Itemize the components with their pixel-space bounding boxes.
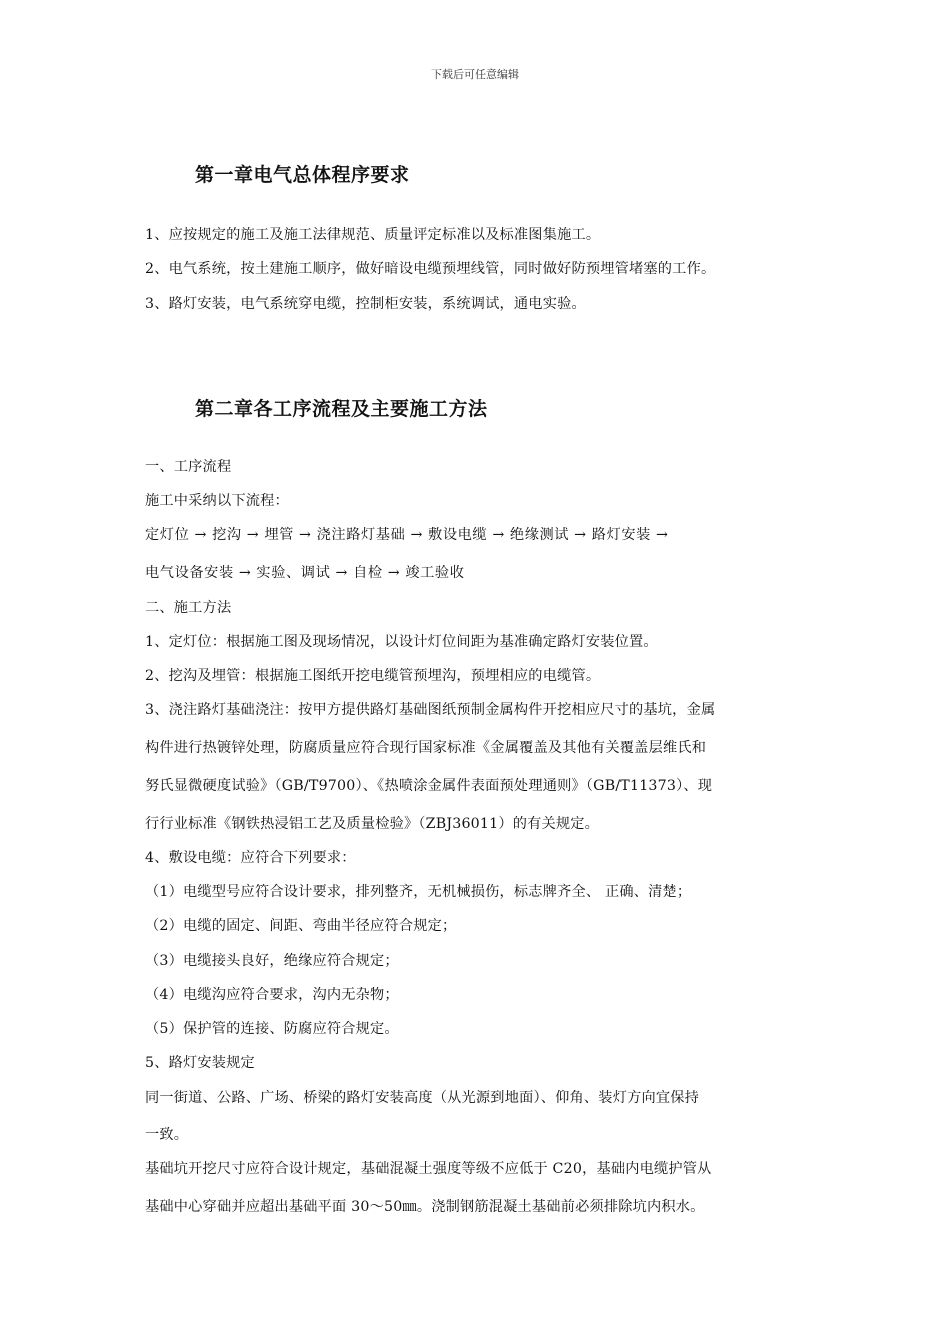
section-heading: 二、施工方法 bbox=[145, 600, 232, 616]
paragraph-line: 施工中采纳以下流程： bbox=[145, 493, 289, 509]
list-item: （3）电缆接头良好，绝缘应符合规定； bbox=[145, 953, 399, 969]
section-heading: 一、工序流程 bbox=[145, 459, 232, 475]
paragraph-line: 行行业标准《钢铁热浸铝工艺及质量检验》（ZBJ36011）的有关规定。 bbox=[145, 816, 600, 832]
chapter-1-item: 3、路灯安装，电气系统穿电缆，控制柜安装，系统调试，通电实验。 bbox=[145, 296, 586, 312]
paragraph-line: 一致。 bbox=[145, 1127, 189, 1143]
process-flow-line: 电气设备安装 → 实验、调试 → 自检 → 竣工验收 bbox=[145, 565, 465, 581]
page-header: 下载后可任意编辑 bbox=[431, 68, 519, 81]
chapter-2-title: 第二章各工序流程及主要施工方法 bbox=[195, 398, 488, 420]
list-item: （1）电缆型号应符合设计要求，排列整齐，无机械损伤，标志牌齐全、 正确、清楚； bbox=[145, 884, 692, 900]
paragraph-line: 努氏显微硬度试验》（GB/T9700）、《热喷涂金属件表面预处理通则》（GB/T11373）、现 bbox=[145, 778, 713, 794]
list-item: （2）电缆的固定、间距、弯曲半径应符合规定； bbox=[145, 918, 457, 934]
paragraph-line: 3、浇注路灯基础浇注：按甲方提供路灯基础图纸预制金属构件开挖相应尺寸的基坑，金属 bbox=[145, 702, 716, 718]
paragraph-line: 1、定灯位：根据施工图及现场情况，以设计灯位间距为基准确定路灯安装位置。 bbox=[145, 634, 658, 650]
list-item: （5）保护管的连接、防腐应符合规定。 bbox=[145, 1021, 399, 1037]
chapter-1-item: 2、电气系统，按土建施工顺序，做好暗设电缆预埋线管，同时做好防预埋管堵塞的工作。 bbox=[145, 261, 716, 277]
paragraph-line: 构件进行热镀锌处理，防腐质量应符合现行国家标准《金属覆盖及其他有关覆盖层维氏和 bbox=[145, 740, 707, 756]
paragraph-line: 基础中心穿础并应超出基础平面 30～50㎜。浇制钢筋混凝土基础前必须排除坑内积水。 bbox=[145, 1199, 705, 1215]
paragraph-line: 同一街道、公路、广场、桥梁的路灯安装高度（从光源到地面）、仰角、装灯方向宜保持 bbox=[145, 1090, 700, 1106]
process-flow-line: 定灯位 → 挖沟 → 埋管 → 浇注路灯基础 → 敷设电缆 → 绝缘测试 → 路灯安装 → bbox=[145, 527, 669, 543]
paragraph-line: 2、挖沟及埋管：根据施工图纸开挖电缆管预埋沟，预埋相应的电缆管。 bbox=[145, 668, 601, 684]
paragraph-line: 4、敷设电缆：应符合下列要求： bbox=[145, 850, 356, 866]
section-heading: 5、路灯安装规定 bbox=[145, 1055, 255, 1071]
paragraph-line: 基础坑开挖尺寸应符合设计规定，基础混凝土强度等级不应低于 C20，基础内电缆护管从 bbox=[145, 1161, 712, 1177]
list-item: （4）电缆沟应符合要求，沟内无杂物； bbox=[145, 987, 399, 1003]
chapter-1-title: 第一章电气总体程序要求 bbox=[195, 164, 410, 186]
chapter-1-item: 1、应按规定的施工及施工法律规范、质量评定标准以及标准图集施工。 bbox=[145, 227, 601, 243]
